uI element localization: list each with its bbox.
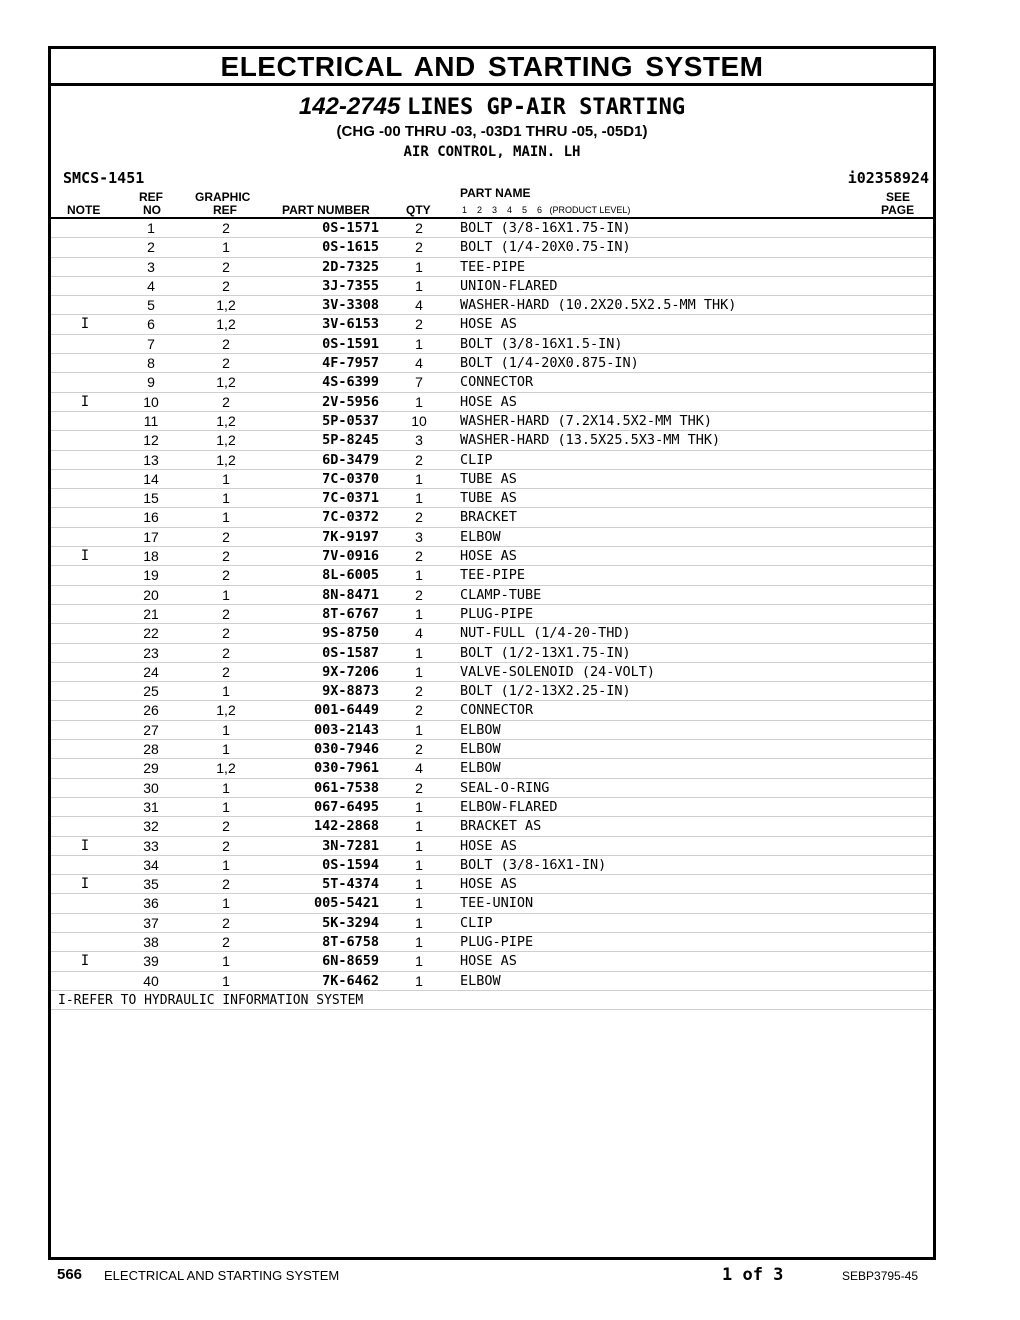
graphic-ref-cell: 2 — [222, 605, 230, 622]
part-number-cell: 142-2868 — [313, 818, 379, 835]
graphic-ref-cell: 2 — [222, 548, 230, 565]
ref-no-cell: 17 — [143, 528, 159, 545]
graphic-ref-cell: 2 — [222, 914, 230, 931]
table-row — [51, 470, 933, 489]
table-row — [51, 894, 933, 913]
graphic-ref-cell: 2 — [222, 933, 230, 950]
note-cell: I — [80, 548, 90, 565]
graphic-ref-cell: 1 — [222, 953, 230, 970]
part-name-cell: CLIP — [460, 914, 493, 931]
qty-cell: 1 — [415, 490, 423, 507]
part-number-cell: 7C-0371 — [322, 490, 379, 507]
part-name-cell: CLIP — [460, 451, 493, 468]
table-row — [51, 335, 933, 354]
ref-no-cell: 11 — [143, 412, 159, 429]
table-row — [51, 624, 933, 643]
table-row — [51, 373, 933, 392]
ref-no-cell: 3 — [147, 258, 155, 275]
group-subtitle: AIR CONTROL, MAIN. LH — [403, 144, 581, 160]
illustration-id: i02358924 — [847, 169, 929, 187]
part-number-cell: 7C-0372 — [322, 509, 379, 526]
part-number-cell: 005-5421 — [313, 895, 379, 912]
table-row — [51, 508, 933, 527]
part-name-cell: BRACKET — [460, 509, 517, 526]
part-number-cell: 2V-5956 — [322, 393, 379, 410]
part-name-cell: ELBOW-FLARED — [460, 798, 558, 815]
table-row — [51, 258, 933, 277]
graphic-ref-cell: 2 — [222, 355, 230, 372]
ref-no-cell: 35 — [143, 876, 159, 893]
part-number-cell: 067-6495 — [313, 798, 379, 815]
qty-cell: 4 — [415, 297, 423, 314]
part-name-cell: HOSE AS — [460, 953, 517, 970]
ref-no-cell: 6 — [147, 316, 155, 333]
graphic-ref-cell: 2 — [222, 567, 230, 584]
table-row — [51, 277, 933, 296]
col-part-name: PART NAME — [460, 186, 531, 200]
part-name-cell: PLUG-PIPE — [460, 933, 534, 950]
part-name-cell: BOLT (1/4-20X0.875-IN) — [460, 355, 639, 372]
table-row — [51, 837, 933, 856]
table-row — [51, 682, 933, 701]
part-name-cell: BOLT (1/2-13X1.75-IN) — [460, 644, 631, 661]
group-title — [51, 94, 933, 121]
part-name-cell: HOSE AS — [460, 393, 517, 410]
col-ref-no-line2: NO — [143, 203, 161, 217]
table-row — [51, 412, 933, 431]
qty-cell: 1 — [415, 644, 423, 661]
part-name-cell: BOLT (1/2-13X2.25-IN) — [460, 683, 631, 700]
table-row — [51, 972, 933, 991]
group-effectivity: (CHG -00 THRU -03, -03D1 THRU -05, -05D1) — [336, 123, 648, 140]
table-row — [51, 933, 933, 952]
graphic-ref-cell: 1 — [222, 721, 230, 738]
qty-cell: 1 — [415, 277, 423, 294]
part-number-cell: 0S-1571 — [322, 220, 379, 236]
qty-cell: 2 — [415, 220, 423, 236]
table-row — [51, 586, 933, 605]
part-number-cell: 003-2143 — [313, 721, 379, 738]
note-cell: I — [80, 876, 90, 893]
col-see-page-line1: SEE — [886, 190, 911, 204]
section-title: ELECTRICAL AND STARTING SYSTEM — [51, 49, 933, 86]
ref-no-cell: 13 — [143, 451, 159, 468]
ref-no-cell: 24 — [143, 663, 159, 680]
part-number-cell: 7V-0916 — [322, 548, 379, 565]
ref-no-cell: 5 — [147, 297, 155, 314]
graphic-ref-cell: 1 — [222, 470, 230, 487]
part-number-cell: 6D-3479 — [322, 451, 379, 468]
qty-cell: 1 — [415, 605, 423, 622]
graphic-ref-cell: 1 — [222, 895, 230, 912]
part-number-cell: 0S-1615 — [322, 239, 379, 256]
qty-cell: 1 — [415, 663, 423, 680]
ref-no-cell: 22 — [143, 625, 159, 642]
graphic-ref-cell: 2 — [222, 258, 230, 275]
graphic-ref-cell: 1,2 — [216, 432, 236, 449]
part-name-cell: HOSE AS — [460, 316, 517, 333]
part-number-cell: 8N-8471 — [322, 586, 379, 603]
note-cell: I — [80, 316, 90, 333]
part-name-cell: SEAL-O-RING — [460, 779, 550, 796]
table-row — [51, 489, 933, 508]
ref-no-cell: 38 — [143, 933, 159, 950]
qty-cell: 1 — [415, 914, 423, 931]
ref-no-cell: 21 — [143, 605, 159, 622]
part-name-cell: TEE-UNION — [460, 895, 534, 912]
graphic-ref-cell: 1,2 — [216, 702, 236, 719]
part-number-cell: 3J-7355 — [322, 277, 379, 294]
graphic-ref-cell: 1,2 — [216, 297, 236, 314]
part-number-cell: 061-7538 — [313, 779, 379, 796]
part-name-cell: UNION-FLARED — [460, 277, 558, 294]
graphic-ref-cell: 1 — [222, 586, 230, 603]
table-row — [51, 914, 933, 933]
table-row — [51, 817, 933, 836]
col-see-page-line2: PAGE — [881, 203, 915, 217]
col-note: NOTE — [67, 203, 101, 217]
graphic-ref-cell: 2 — [222, 625, 230, 642]
part-number-cell: 7K-6462 — [322, 972, 379, 989]
ref-no-cell: 27 — [143, 721, 159, 738]
ref-no-cell: 2 — [147, 239, 155, 256]
part-number-cell: 0S-1594 — [322, 856, 379, 873]
part-name-cell: CONNECTOR — [460, 374, 534, 391]
graphic-ref-cell: 2 — [222, 876, 230, 893]
part-name-cell: ELBOW — [460, 760, 501, 777]
graphic-ref-cell: 2 — [222, 528, 230, 545]
graphic-ref-cell: 2 — [222, 277, 230, 294]
table-row — [51, 219, 933, 238]
part-number-cell: 7K-9197 — [322, 528, 379, 545]
graphic-ref-cell: 1 — [222, 683, 230, 700]
table-row — [51, 644, 933, 663]
graphic-ref-cell: 2 — [222, 837, 230, 854]
ref-no-cell: 10 — [143, 393, 159, 410]
qty-cell: 1 — [415, 953, 423, 970]
qty-cell: 2 — [415, 509, 423, 526]
parts-page-frame — [48, 46, 936, 1260]
ref-no-cell: 14 — [143, 470, 159, 487]
qty-cell: 1 — [415, 798, 423, 815]
graphic-ref-cell: 2 — [222, 663, 230, 680]
ref-no-cell: 20 — [143, 586, 159, 603]
part-number-cell: 5K-3294 — [322, 914, 379, 931]
ref-no-cell: 19 — [143, 567, 159, 584]
qty-cell: 1 — [415, 837, 423, 854]
table-row — [51, 605, 933, 624]
ref-no-cell: 30 — [143, 779, 159, 796]
footnote: I-REFER TO HYDRAULIC INFORMATION SYSTEM — [51, 991, 933, 1010]
graphic-ref-cell: 1 — [222, 856, 230, 873]
ref-no-cell: 31 — [143, 798, 159, 815]
graphic-ref-cell: 1 — [222, 239, 230, 256]
ref-no-cell: 16 — [143, 509, 159, 526]
part-number-cell: 001-6449 — [313, 702, 379, 719]
part-number-cell: 8T-6758 — [322, 933, 379, 950]
qty-cell: 1 — [415, 470, 423, 487]
graphic-ref-cell: 1 — [222, 509, 230, 526]
part-number-cell: 9X-7206 — [322, 663, 379, 680]
table-row — [51, 547, 933, 566]
table-row — [51, 952, 933, 971]
part-name-cell: WASHER-HARD (7.2X14.5X2-MM THK) — [460, 412, 712, 429]
part-number-cell: 030-7946 — [313, 741, 379, 758]
part-name-cell: ELBOW — [460, 741, 501, 758]
graphic-ref-cell: 1 — [222, 741, 230, 758]
part-number-cell: 0S-1591 — [322, 335, 379, 352]
footer-doc-id: SEBP3795-45 — [842, 1269, 919, 1283]
graphic-ref-cell: 1 — [222, 972, 230, 989]
part-number-cell: 3V-3308 — [322, 297, 379, 314]
table-row — [51, 354, 933, 373]
part-number-cell: 8L-6005 — [322, 567, 379, 584]
graphic-ref-cell: 1,2 — [216, 316, 236, 333]
part-name-cell: ELBOW — [460, 721, 501, 738]
ref-no-cell: 39 — [143, 953, 159, 970]
part-name-cell: VALVE-SOLENOID (24-VOLT) — [460, 663, 656, 680]
part-number-cell: 6N-8659 — [322, 953, 379, 970]
part-name-cell: TUBE AS — [460, 470, 517, 487]
ref-no-cell: 32 — [143, 818, 159, 835]
part-name-cell: TUBE AS — [460, 490, 517, 507]
graphic-ref-cell: 1 — [222, 490, 230, 507]
smcs-code: SMCS-1451 — [63, 169, 145, 187]
group-number: 142-2745 — [298, 93, 401, 120]
qty-cell: 4 — [415, 760, 423, 777]
graphic-ref-cell: 2 — [222, 818, 230, 835]
table-row — [51, 721, 933, 740]
qty-cell: 7 — [415, 374, 423, 391]
col-ref-no-line1: REF — [139, 190, 163, 204]
part-number-cell: 5P-8245 — [322, 432, 379, 449]
ref-no-cell: 7 — [147, 335, 155, 352]
table-row — [51, 701, 933, 720]
table-row — [51, 779, 933, 798]
part-name-cell: CLAMP-TUBE — [460, 586, 542, 603]
ref-no-cell: 26 — [143, 702, 159, 719]
graphic-ref-cell: 1 — [222, 779, 230, 796]
table-row — [51, 315, 933, 334]
graphic-ref-cell: 2 — [222, 335, 230, 352]
ref-no-cell: 40 — [143, 972, 159, 989]
part-name-cell: TEE-PIPE — [460, 567, 526, 584]
qty-cell: 2 — [415, 451, 423, 468]
qty-cell: 1 — [415, 933, 423, 950]
table-row — [51, 856, 933, 875]
qty-cell: 2 — [415, 702, 423, 719]
graphic-ref-cell: 1,2 — [216, 412, 236, 429]
qty-cell: 3 — [415, 432, 423, 449]
graphic-ref-cell: 2 — [222, 220, 230, 236]
part-number-cell: 0S-1587 — [322, 644, 379, 661]
part-number-cell: 4S-6399 — [322, 374, 379, 391]
qty-cell: 1 — [415, 856, 423, 873]
table-row — [51, 296, 933, 315]
part-number-cell: 2D-7325 — [322, 258, 379, 275]
qty-cell: 1 — [415, 567, 423, 584]
qty-cell: 1 — [415, 895, 423, 912]
table-row — [51, 393, 933, 412]
table-row — [51, 740, 933, 759]
group-name: LINES GP-AIR STARTING — [406, 95, 686, 120]
col-product-level: 1 2 3 4 5 6 (PRODUCT LEVEL) — [462, 205, 631, 215]
ref-no-cell: 33 — [143, 837, 159, 854]
note-cell: I — [80, 837, 90, 854]
qty-cell: 2 — [415, 548, 423, 565]
part-number-cell: 9X-8873 — [322, 683, 379, 700]
qty-cell: 4 — [415, 625, 423, 642]
col-graphic-ref-line2: REF — [213, 203, 237, 217]
part-name-cell: WASHER-HARD (10.2X20.5X2.5-MM THK) — [460, 297, 737, 314]
qty-cell: 2 — [415, 316, 423, 333]
table-row — [51, 663, 933, 682]
col-part-number: PART NUMBER — [282, 203, 370, 217]
ref-no-cell: 9 — [147, 374, 155, 391]
graphic-ref-cell: 1,2 — [216, 760, 236, 777]
qty-cell: 2 — [415, 741, 423, 758]
qty-cell: 1 — [415, 876, 423, 893]
part-number-cell: 030-7961 — [313, 760, 379, 777]
footer-page-number: 566 — [57, 1266, 83, 1283]
table-row — [51, 566, 933, 585]
note-cell: I — [80, 393, 90, 410]
qty-cell: 2 — [415, 683, 423, 700]
qty-cell: 1 — [415, 721, 423, 738]
part-name-cell: TEE-PIPE — [460, 258, 526, 275]
graphic-ref-cell: 1 — [222, 798, 230, 815]
table-row — [51, 238, 933, 257]
part-name-cell: HOSE AS — [460, 548, 517, 565]
table-row — [51, 759, 933, 778]
qty-cell: 3 — [415, 528, 423, 545]
part-number-cell: 3N-7281 — [322, 837, 379, 854]
ref-no-cell: 15 — [143, 490, 159, 507]
ref-no-cell: 18 — [143, 548, 159, 565]
table-row — [51, 528, 933, 547]
table-row — [51, 798, 933, 817]
part-number-cell: 4F-7957 — [322, 355, 379, 372]
qty-cell: 1 — [415, 258, 423, 275]
part-number-cell: 5P-0537 — [322, 412, 379, 429]
ref-no-cell: 34 — [143, 856, 159, 873]
ref-no-cell: 8 — [147, 355, 155, 372]
part-name-cell: BOLT (1/4-20X0.75-IN) — [460, 239, 631, 256]
part-name-cell: BOLT (3/8-16X1.75-IN) — [460, 220, 631, 236]
ref-no-cell: 37 — [143, 914, 159, 931]
part-name-cell: BRACKET AS — [460, 818, 542, 835]
parts-table-body — [51, 219, 933, 991]
part-number-cell: 7C-0370 — [322, 470, 379, 487]
qty-cell: 4 — [415, 355, 423, 372]
table-row — [51, 431, 933, 450]
part-name-cell: NUT-FULL (1/4-20-THD) — [460, 625, 631, 642]
part-name-cell: WASHER-HARD (13.5X25.5X3-MM THK) — [460, 432, 721, 449]
part-name-cell: CONNECTOR — [460, 702, 534, 719]
graphic-ref-cell: 2 — [222, 644, 230, 661]
col-qty: QTY — [406, 203, 431, 217]
qty-cell: 1 — [415, 818, 423, 835]
ref-no-cell: 29 — [143, 760, 159, 777]
note-cell: I — [80, 953, 90, 970]
graphic-ref-cell: 2 — [222, 393, 230, 410]
qty-cell: 1 — [415, 335, 423, 352]
ref-no-cell: 23 — [143, 644, 159, 661]
ref-no-cell: 25 — [143, 683, 159, 700]
part-name-cell: PLUG-PIPE — [460, 605, 534, 622]
qty-cell: 10 — [411, 412, 427, 429]
qty-cell: 2 — [415, 779, 423, 796]
part-number-cell: 5T-4374 — [322, 876, 379, 893]
footer-page-of: 1 of 3 — [722, 1265, 784, 1285]
footer-section: ELECTRICAL AND STARTING SYSTEM — [104, 1268, 340, 1283]
part-number-cell: 3V-6153 — [322, 316, 379, 333]
graphic-ref-cell: 1,2 — [216, 451, 236, 468]
part-name-cell: BOLT (3/8-16X1-IN) — [460, 856, 607, 873]
part-name-cell: ELBOW — [460, 972, 501, 989]
table-row — [51, 451, 933, 470]
table-header — [51, 186, 933, 219]
graphic-ref-cell: 1,2 — [216, 374, 236, 391]
col-graphic-ref-line1: GRAPHIC — [195, 190, 251, 204]
page-footer — [0, 1264, 1020, 1288]
part-number-cell: 9S-8750 — [322, 625, 379, 642]
qty-cell: 1 — [415, 972, 423, 989]
qty-cell: 2 — [415, 586, 423, 603]
part-name-cell: HOSE AS — [460, 837, 517, 854]
ref-no-cell: 1 — [147, 220, 155, 236]
ref-no-cell: 28 — [143, 741, 159, 758]
part-name-cell: BOLT (3/8-16X1.5-IN) — [460, 335, 623, 352]
part-name-cell: HOSE AS — [460, 876, 517, 893]
ref-no-cell: 36 — [143, 895, 159, 912]
ref-no-cell: 4 — [147, 277, 155, 294]
qty-cell: 2 — [415, 239, 423, 256]
qty-cell: 1 — [415, 393, 423, 410]
ref-no-cell: 12 — [143, 432, 159, 449]
table-row — [51, 875, 933, 894]
part-number-cell: 8T-6767 — [322, 605, 379, 622]
part-name-cell: ELBOW — [460, 528, 501, 545]
